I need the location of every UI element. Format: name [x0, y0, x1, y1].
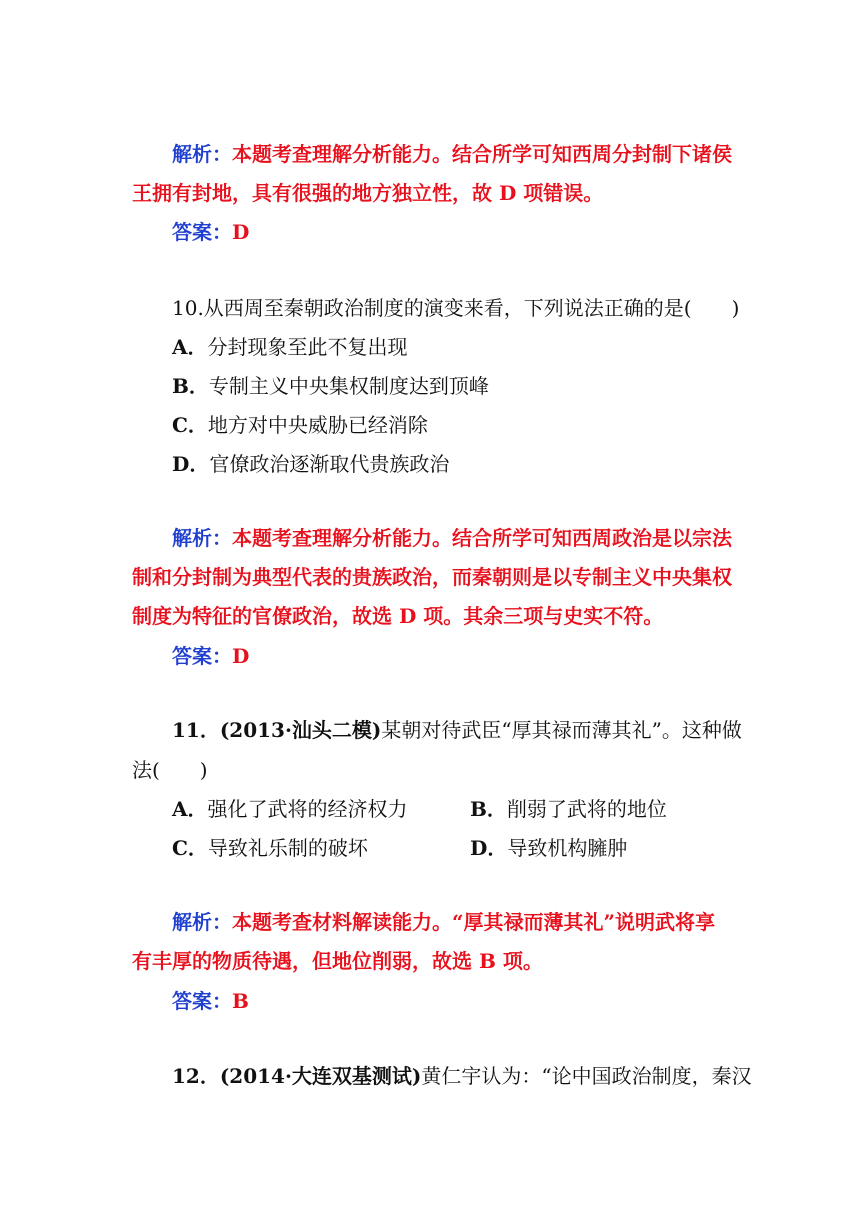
question-stem: 12．(2014·大连双基测试)黄仁宇认为：“论中国政治制度，秦汉 — [172, 1064, 752, 1088]
explanation-line: 制和分封制为典型代表的贵族政治，而秦朝则是以专制主义中央集权 — [132, 565, 732, 589]
explanation-text: 本题考查理解分析能力。结合所学可知西周分封制下诸侯 — [232, 142, 732, 166]
question-stem: 法( ) — [132, 758, 208, 782]
option-b: B．专制主义中央集权制度达到顶峰 — [172, 374, 489, 398]
answer-label: 答案： — [172, 989, 232, 1013]
explanation-line — [172, 140, 730, 168]
answer-value: D — [232, 644, 250, 668]
answer-value: B — [232, 989, 249, 1013]
explanation-line — [172, 524, 730, 552]
explanation-line — [172, 908, 730, 936]
explanation-label: 解析： — [172, 142, 232, 166]
option-c: C．地方对中央威胁已经消除 — [172, 413, 428, 437]
explanation-text: 本题考查材料解读能力。“厚其禄而薄其礼”说明武将享 — [232, 910, 716, 934]
question-number: 11． — [172, 718, 220, 742]
option-a: A．分封现象至此不复出现 — [172, 335, 408, 359]
option-a: A．强化了武将的经济权力 — [172, 797, 408, 821]
answer-line — [172, 987, 249, 1015]
explanation-line: 有丰厚的物质待遇，但地位削弱，故选 B 项。 — [132, 949, 543, 973]
option-d: D．导致机构臃肿 — [470, 836, 628, 860]
question-source: (2013·汕头二模) — [219, 718, 382, 742]
answer-label: 答案： — [172, 220, 232, 244]
explanation-label: 解析： — [172, 910, 232, 934]
answer-label: 答案： — [172, 644, 232, 668]
explanation-line: 制度为特征的官僚政治，故选 D 项。其余三项与史实不符。 — [132, 604, 664, 628]
explanation-line: 王拥有封地，具有很强的地方独立性，故 D 项错误。 — [132, 181, 604, 205]
option-d: D．官僚政治逐渐取代贵族政治 — [172, 452, 450, 476]
answer-line — [172, 218, 249, 246]
option-b: B．削弱了武将的地位 — [470, 797, 667, 821]
answer-line — [172, 642, 249, 670]
question-stem: 11．(2013·汕头二模)某朝对待武臣“厚其禄而薄其礼”。这种做 — [172, 718, 742, 742]
question-stem: 10.从西周至秦朝政治制度的演变来看，下列说法正确的是( ) — [172, 296, 740, 320]
question-source: (2014·大连双基测试) — [219, 1064, 422, 1088]
answer-value: D — [232, 220, 250, 244]
option-c: C．导致礼乐制的破坏 — [172, 836, 368, 860]
question-number: 12． — [172, 1064, 220, 1088]
explanation-label: 解析： — [172, 526, 232, 550]
explanation-text: 本题考查理解分析能力。结合所学可知西周政治是以宗法 — [232, 526, 732, 550]
